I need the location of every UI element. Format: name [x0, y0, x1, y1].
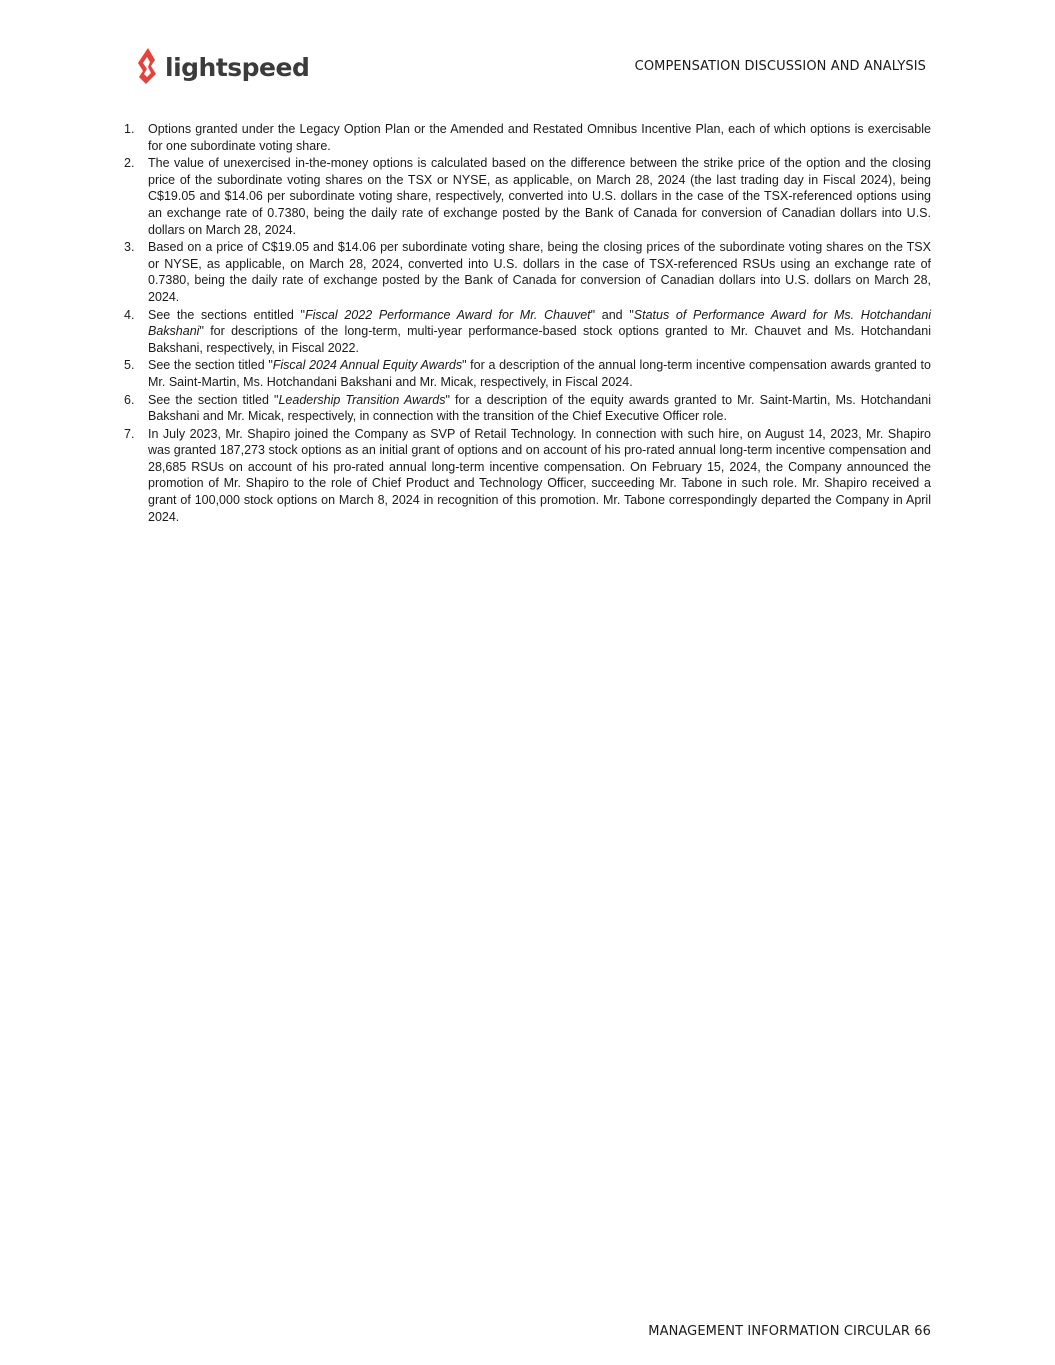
company-logo [135, 46, 309, 86]
footnote-1 [124, 121, 931, 154]
footnote-number: 6. [124, 392, 135, 407]
footnote-text: Options granted under the Legacy Option Plan or the Amended and Restated Omnibus Incentive Plan, each of which options is exercisable for one subordinate voting share. [148, 122, 931, 153]
footnote-6 [124, 392, 931, 425]
footnote-number: 3. [124, 240, 135, 255]
flame-logo-icon [135, 47, 159, 85]
footnote-text: See the sections entitled "Fiscal 2022 Performance Award for Mr. Chauvet" and "Status of Performance Award for Ms. Hotchandani Bakshani" for descriptions of the long-term, multi-year performance-based stock options granted to Mr. Chauvet and Ms. Hotchandani Bakshani, respectively, in Fiscal 2022. [148, 307, 931, 355]
footnote-text: See the section titled "Fiscal 2024 Annual Equity Awards" for a description of the annual long-term incentive compensation awards granted to Mr. Saint-Martin, Ms. Hotchandani Bakshani and Mr. Micak, respectively, in Fiscal 2024. [148, 358, 931, 389]
footnote-text: Based on a price of C$19.05 and $14.06 per subordinate voting share, being the closing prices of the subordinate voting shares on the TSX or NYSE, as applicable, on March 28, 2024, converted into U.S. dollars in the case of TSX-referenced RSUs using an exchange rate of 0.7380, being the daily rate of exchange posted by the Bank of Canada for conversion of Canadian dollars into U.S. dollars on March 28, 2024. [148, 240, 931, 304]
footnote-4 [124, 307, 931, 357]
footnote-text: The value of unexercised in-the-money options is calculated based on the difference between the strike price of the option and the closing price of the subordinate voting shares on the TSX or NYSE, as applicable, on March 28, 2024 (the last trading day in Fiscal 2024), being C$19.05 and $14.06 per subordinate voting share, respectively, converted into U.S. dollars in the case of the TSX-referenced options using an exchange rate of 0.7380, being the daily rate of exchange posted by the Bank of Canada for conversion of Canadian dollars into U.S. dollars on March 28, 2024. [148, 156, 931, 237]
footnote-number: 5. [124, 358, 135, 373]
footnote-number: 4. [124, 307, 135, 322]
footnote-number: 1. [124, 122, 135, 136]
section-title: COMPENSATION DISCUSSION AND ANALYSIS [634, 59, 926, 74]
footnote-number: 7. [124, 426, 135, 441]
footnote-text: See the section titled "Leadership Transition Awards" for a description of the equity awards granted to Mr. Saint-Martin, Ms. Hotchandani Bakshani and Mr. Micak, respectively, in connection with the transition of the Chief Executive Officer role. [148, 392, 931, 424]
section-reference: Leadership Transition Awards [278, 392, 446, 407]
logo-wordmark: lightspeed [165, 52, 310, 82]
section-reference: Fiscal 2022 Performance Award for Mr. Chauvet [305, 307, 591, 322]
section-reference: Status of Performance Award for Ms. Hotchandani Bakshani [148, 307, 931, 339]
footnote-number: 2. [124, 156, 135, 171]
footnotes-list [124, 121, 931, 526]
footnote-3 [124, 239, 931, 305]
footnote-text: In July 2023, Mr. Shapiro joined the Company as SVP of Retail Technology. In connection with such hire, on August 14, 2023, Mr. Shapiro was granted 187,273 stock options as an initial grant of options and on account of his pro-rated annual long-term incentive compensation and 28,685 RSUs on account of his pro-rated annual long-term incentive compensation. On February 15, 2024, the Company announced the promotion of Mr. Shapiro to the role of Chief Product and Technology Officer, succeeding Mr. Tabone in such role. Mr. Shapiro received a grant of 100,000 stock options on March 8, 2024 in recognition of this promotion. Mr. Tabone correspondingly departed the Company in April 2024. [148, 426, 931, 524]
footnote-2 [124, 155, 931, 238]
footnote-7 [124, 426, 931, 526]
section-reference: Fiscal 2024 Annual Equity Awards [272, 358, 463, 373]
footnote-5 [124, 357, 931, 390]
page-footer: MANAGEMENT INFORMATION CIRCULAR 66 [648, 1324, 931, 1339]
